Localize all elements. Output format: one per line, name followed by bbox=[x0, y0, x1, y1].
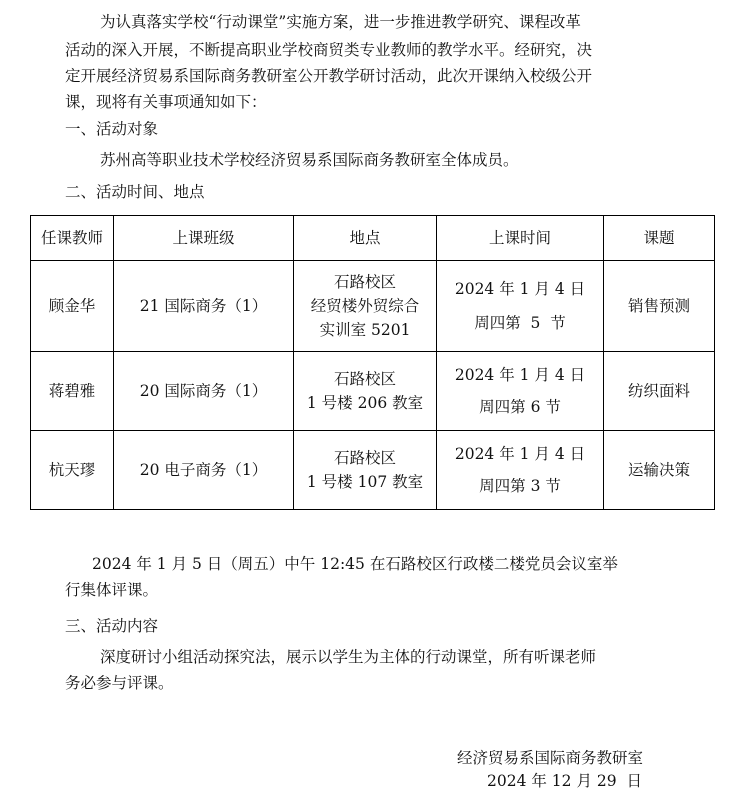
review-line-1: 2024 年 1 月 5 日（周五）中午 12:45 在石路校区行政楼二楼党员会议室举 bbox=[92, 555, 618, 573]
cell-time bbox=[437, 261, 604, 352]
cell-teacher: 蒋碧雅 bbox=[31, 352, 114, 431]
intro-line-3: 定开展经济贸易系国际商务教研室公开教学研讨活动，此次开课纳入校级公开 bbox=[65, 67, 593, 85]
section-3-heading: 三、活动内容 bbox=[65, 617, 159, 635]
time-period: 周四第 6 节 bbox=[479, 398, 561, 416]
section-1-body: 苏州高等职业技术学校经济贸易系国际商务教研室全体成员。 bbox=[100, 151, 519, 169]
location-line: 经贸楼外贸综合 bbox=[310, 297, 420, 315]
section-1-heading: 一、活动对象 bbox=[65, 120, 159, 138]
location-line: 1 号楼 107 教室 bbox=[306, 473, 424, 491]
cell-location bbox=[294, 352, 437, 431]
header-teacher: 任课教师 bbox=[31, 216, 114, 261]
intro-line-1: 为认真落实学校“行动课堂”实施方案，进一步推进教学研究、课程改革 bbox=[100, 13, 581, 31]
header-topic: 课题 bbox=[604, 216, 715, 261]
cell-topic: 纺织面料 bbox=[604, 352, 715, 431]
cell-class: 20 国际商务（1） bbox=[114, 352, 294, 431]
table-row bbox=[31, 261, 715, 352]
time-period: 周四第 3 节 bbox=[479, 477, 561, 495]
section-2-heading: 二、活动时间、地点 bbox=[65, 183, 205, 201]
table-row bbox=[31, 352, 715, 431]
location-line: 实训室 5201 bbox=[319, 321, 411, 339]
cell-teacher: 顾金华 bbox=[31, 261, 114, 352]
time-date: 2024 年 1 月 4 日 bbox=[454, 366, 586, 384]
cell-time bbox=[437, 431, 604, 510]
location-line: 石路校区 bbox=[333, 370, 396, 388]
table-header-row bbox=[31, 216, 715, 261]
header-location: 地点 bbox=[294, 216, 437, 261]
section-3-line-2: 务必参与评课。 bbox=[65, 674, 174, 692]
cell-teacher: 杭天璆 bbox=[31, 431, 114, 510]
location-line: 1 号楼 206 教室 bbox=[306, 394, 424, 412]
time-date: 2024 年 1 月 4 日 bbox=[454, 280, 586, 298]
table-row bbox=[31, 431, 715, 510]
cell-topic: 销售预测 bbox=[604, 261, 715, 352]
intro-line-2: 活动的深入开展，不断提高职业学校商贸类专业教师的教学水平。经研究，决 bbox=[65, 41, 593, 59]
cell-time bbox=[437, 352, 604, 431]
section-3-line-1: 深度研讨小组活动探究法，展示以学生为主体的行动课堂，所有听课老师 bbox=[100, 648, 597, 666]
cell-class: 21 国际商务（1） bbox=[114, 261, 294, 352]
location-line: 石路校区 bbox=[333, 273, 396, 291]
time-date: 2024 年 1 月 4 日 bbox=[454, 445, 586, 463]
signature-org: 经济贸易系国际商务教研室 bbox=[457, 749, 644, 767]
header-class: 上课班级 bbox=[114, 216, 294, 261]
cell-location bbox=[294, 431, 437, 510]
location-line: 石路校区 bbox=[333, 449, 396, 467]
cell-class: 20 电子商务（1） bbox=[114, 431, 294, 510]
cell-location bbox=[294, 261, 437, 352]
review-line-2: 行集体评课。 bbox=[65, 581, 159, 599]
header-time: 上课时间 bbox=[437, 216, 604, 261]
schedule-table bbox=[30, 215, 715, 510]
time-period: 周四第 5 节 bbox=[474, 314, 566, 332]
signature-date: 2024 年 12 月 29 日 bbox=[487, 772, 642, 790]
cell-topic: 运输决策 bbox=[604, 431, 715, 510]
intro-line-4: 课，现将有关事项通知如下： bbox=[65, 93, 267, 111]
